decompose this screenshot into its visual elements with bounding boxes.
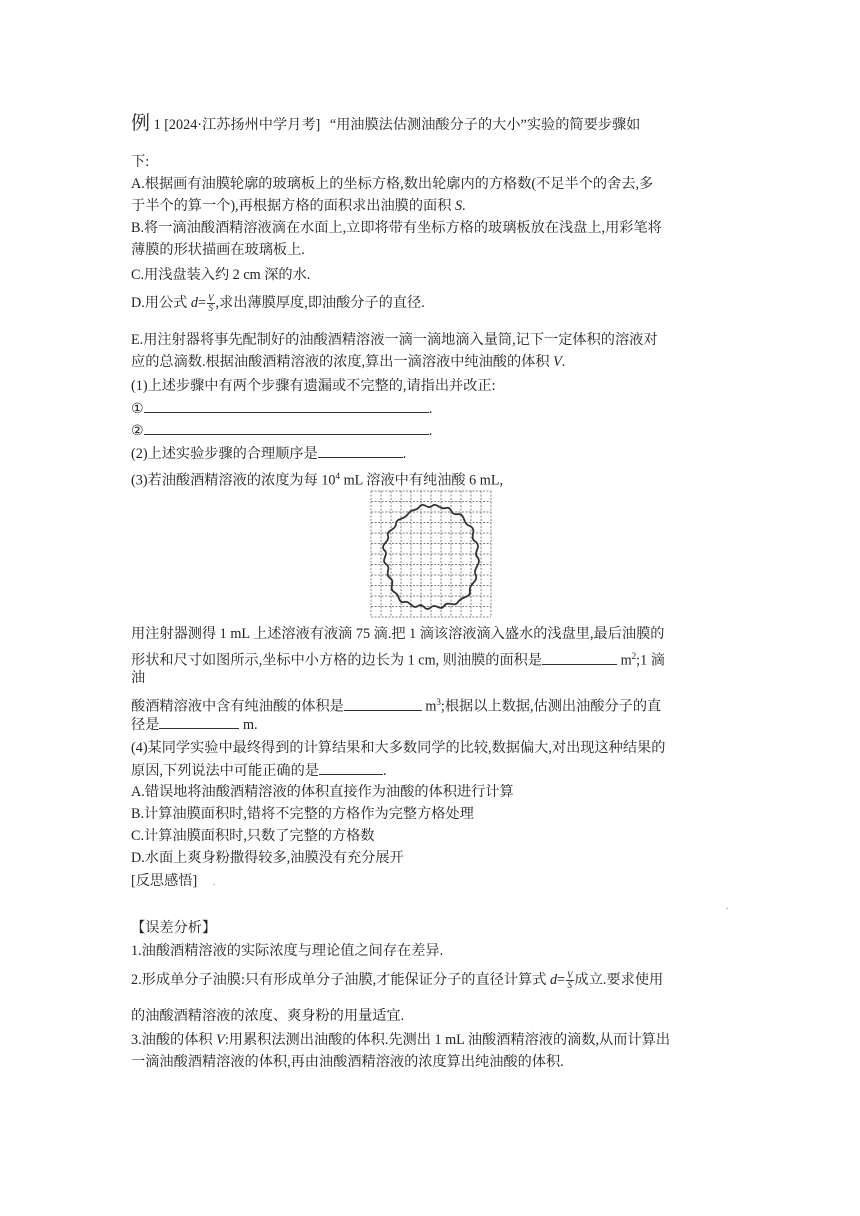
question-3-line5: 径是 m.	[131, 714, 258, 735]
example-title-text: “用油膜法估测油酸分子的大小”实验的简要步骤如	[329, 117, 641, 133]
analysis-heading: 【误差分析】	[131, 920, 217, 936]
formula-fraction: $\frac{V}{S}$	[567, 970, 573, 991]
example-title	[131, 114, 640, 135]
answer-blank-1b[interactable]	[144, 420, 429, 435]
example-source: [2024·江苏扬州中学月考]	[164, 117, 321, 133]
example-number: 1	[153, 117, 161, 133]
var-s: S	[454, 198, 463, 214]
analysis-point-3-cont: 一滴油酸酒精溶液的体积,再由油酸酒精溶液的浓度算出纯油酸的体积.	[131, 1054, 564, 1070]
step-e-line1: E.用注射器将事先配制好的油酸酒精溶液一滴一滴地滴入量筒,记下一定体积的溶液对	[131, 332, 658, 348]
question-4-line1: (4)某同学实验中最终得到的计算结果和大多数同学的比较,数据偏大,对出现这种结果的	[131, 740, 666, 756]
example-title-cont: 下:	[131, 154, 150, 170]
answer-blank-1a[interactable]	[144, 398, 429, 413]
question-3-line2: 形状和尺寸如图所示,坐标中小方格的边长为 1 cm, 则油膜的面积是 $m^2;1$ 滴	[131, 651, 665, 669]
question-2: (2)上述实验步骤的合理顺序是 .	[131, 443, 406, 464]
question-3-line3: 油	[131, 670, 146, 686]
coordinate-grid	[371, 491, 491, 617]
answer-1b: ② .	[131, 420, 432, 441]
step-d: D.用公式 d= $\frac{V}{S}$ ,求出薄膜厚度,即油酸分子的直径.	[131, 293, 425, 314]
question-3-intro: (3)若油酸酒精溶液的浓度为每 $10^4$ mL 溶液中有纯油酸 6 mL,	[131, 471, 504, 489]
oil-film-figure	[370, 490, 492, 618]
answer-blank-4[interactable]	[319, 760, 383, 775]
option-d: D.水面上爽身粉撒得较多,油膜没有充分展开	[131, 850, 404, 866]
analysis-point-3: 3.油酸的体积 V:用累积法测出油酸的体积.先测出 1 mL 油酸酒精溶液的滴数,从而计算出	[131, 1032, 671, 1048]
formula-fraction: $\frac{V}{S}$	[208, 293, 214, 314]
question-3-line1: 用注射器测得 1 mL 上述溶液有液滴 75 滴.把 1 滴该溶液滴入盛水的浅盘里,最后油膜的	[131, 626, 665, 642]
analysis-point-2: 2.形成单分子油膜:只有形成单分子油膜,才能保证分子的直径计算式 d= $\frac{V}{S}$ 成立.要求使用	[131, 970, 664, 991]
step-e-line2: 应的总滴数.根据油酸酒精溶液的浓度,算出一滴溶液中纯油酸的体积 V.	[131, 354, 566, 370]
oil-film-grid-svg	[370, 490, 492, 618]
answer-1a: ① .	[131, 398, 432, 419]
step-b-line1: B.将一滴油酸酒精溶液滴在水面上,立即将带有坐标方格的玻璃板放在浅盘上,用彩笔将	[131, 220, 662, 236]
question-4-line2: 原因,下列说法中可能正确的是 .	[131, 760, 387, 781]
answer-blank-2[interactable]	[318, 443, 403, 458]
example-label: 例	[131, 113, 151, 134]
step-c: C.用浅盘装入约 2 cm 深的水.	[131, 267, 311, 283]
step-a-line2: 于半个的算一个),再根据方格的面积求出油膜的面积 S.	[131, 198, 466, 214]
stray-mark: .	[213, 878, 215, 887]
answer-blank-diameter[interactable]	[159, 714, 239, 729]
step-b-line2: 薄膜的形状描画在玻璃板上.	[131, 242, 305, 258]
question-1: (1)上述步骤中有两个步骤有遗漏或不完整的,请指出并改正:	[131, 378, 496, 394]
option-c: C.计算油膜面积时,只数了完整的方格数	[131, 828, 375, 844]
answer-blank-area[interactable]	[542, 650, 617, 665]
stray-mark: .	[726, 902, 728, 911]
analysis-point-1: 1.油酸酒精溶液的实际浓度与理论值之间存在差异.	[131, 943, 444, 959]
answer-blank-volume[interactable]	[344, 696, 422, 711]
question-3-line4: 酸酒精溶液中含有纯油酸的体积是 $m^3$;根据以上数据,估测出油酸分子的直	[131, 697, 662, 715]
reflection-label: [反思感悟]	[131, 873, 198, 889]
option-a: A.错误地将油酸酒精溶液的体积直接作为油酸的体积进行计算	[131, 784, 514, 800]
analysis-point-2-cont: 的油酸酒精溶液的浓度、爽身粉的用量适宜.	[131, 1008, 405, 1024]
option-b: B.计算油膜面积时,错将不完整的方格作为完整方格处理	[131, 806, 474, 822]
step-a-line1: A.根据画有油膜轮廓的玻璃板上的坐标方格,数出轮廓内的方格数(不足半个的舍去,多	[131, 176, 654, 192]
